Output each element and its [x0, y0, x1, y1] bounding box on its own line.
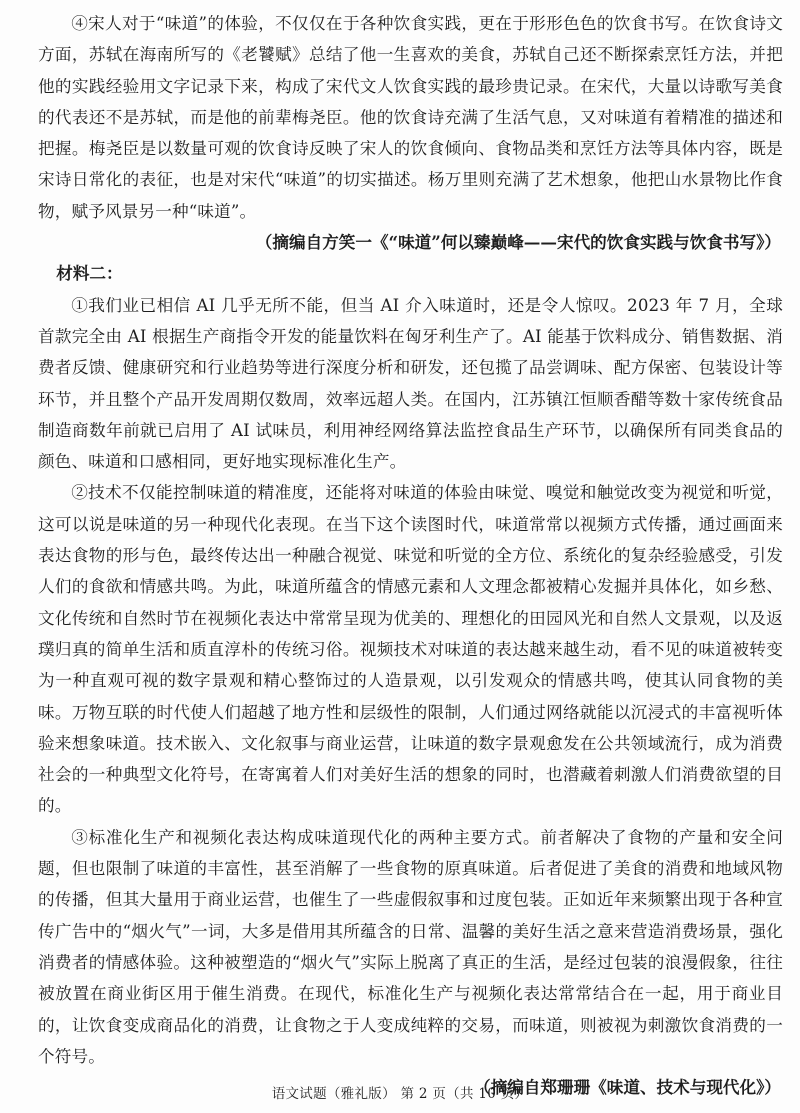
material-2-heading: 材料二： [56, 263, 123, 284]
page-content [38, 8, 783, 1103]
source-citation-1: （摘编自方笑一《“味道”何以臻巅峰——宋代的饮食实践与饮食书写》） [255, 232, 781, 253]
source-citation-2: （摘编自郑珊珊《味道、技术与现代化》） [474, 1077, 781, 1098]
paragraph-1-4: ④宋人对于“味道”的体验，不仅仅在于各种饮食实践，更在于形形色色的饮食书写。在饮食诗文方面，苏轼在海南所写的《老饕赋》总结了他一生喜欢的美食，苏轼自己还不断探索烹饪方法，并把他的实践经验用文字记录下来，构成了宋代文人饮食实践的最珍贵记录。在宋代，大量以诗歌写美食的代表还不是苏轼，而是他的前辈梅尧臣。他的饮食诗充满了生活气息，又对味道有着精准的描述和把握。梅尧臣是以数量可观的饮食诗反映了宋人的饮食倾向、食物品类和烹饪方法等具体内容，既是宋诗日常化的表征，也是对宋代“味道”的切实描述。杨万里则充满了艺术想象，他把山水景物比作食物，赋予风景另一种“味道”。 [38, 14, 783, 221]
paragraph-2-1: ①我们业已相信 AI 几乎无所不能，但当 AI 介入味道时，还是令人惊叹。2023 年 7 月，全球首款完全由 AI 根据生产商指令开发的能量饮料在匈牙利生产了。AI 能基于饮料成分、销售数据、消费者反馈、健康研究和行业趋势等进行深度分析和研发，还包揽了品尝调味、配方保密、包装设计等环节，并且整个产品开发周期仅数周，效率远超人类。在国内，江苏镇江恒顺香醋等数十家传统食品制造商数年前就已启用了 AI 试味员，利用神经网络算法监控食品生产环节，以确保所有同类食品的颜色、味道和口感相同，更好地实现标准化生产。 [38, 295, 783, 472]
paragraph-2-3: ③标准化生产和视频化表达构成味道现代化的两种主要方式。前者解决了食物的产量和安全问题，但也限制了味道的丰富性，甚至消解了一些食物的原真味道。后者促进了美食的消费和地域风物的传播，但其大量用于商业运营，也催生了一些虚假叙事和过度包装。正如近年来频繁出现于各种宣传广告中的“烟火气”一词，大多是借用其所蕴含的日常、温馨的美好生活之意来营造消费场景，强化消费者的情感体验。这种被塑造的“烟火气”实际上脱离了真正的生活，是经过包装的浪漫假象，往往被放置在商业街区用于催生消费。在现代，标准化生产与视频化表达常常结合在一起，用于商业目的，让饮食变成商品化的消费，让食物之于人变成纯粹的交易，而味道，则被视为刺激饮食消费的一个符号。 [38, 827, 783, 1066]
paragraph-2-2: ②技术不仅能控制味道的精准度，还能将对味道的体验由味觉、嗅觉和触觉改变为视觉和听觉，这可以说是味道的另一种现代化表现。在当下这个读图时代，味道常常以视频方式传播，通过画面来表达食物的形与色，最终传达出一种融合视觉、味觉和听觉的全方位、系统化的复杂经验感受，引发人们的食欲和情感共鸣。为此，味道所蕴含的情感元素和人文理念都被精心发掘并具体化，如乡愁、文化传统和自然时节在视频化表达中常常呈现为优美的、理想化的田园风光和自然人文景观，以及返璞归真的简单生活和质直淳朴的传统习俗。视频技术对味道的表达越来越生动，看不见的味道被转变为一种直观可视的数字景观和精心整饰过的人造景观，以引发观众的情感共鸣，使其认同食物的美味。万物互联的时代使人们超越了地方性和层级性的限制，人们通过网络就能以沉浸式的丰富视听体验来想象味道。技术嵌入、文化叙事与商业运营，让味道的数字景观愈发在公共领域流行，成为消费社会的一种典型文化符号，在寄寓着人们对美好生活的想象的同时，也潜藏着刺激人们消费欲望的目的。 [38, 483, 783, 816]
page-footer: 语文试题（雅礼版） 第 2 页（共 10 页） [271, 1086, 529, 1102]
